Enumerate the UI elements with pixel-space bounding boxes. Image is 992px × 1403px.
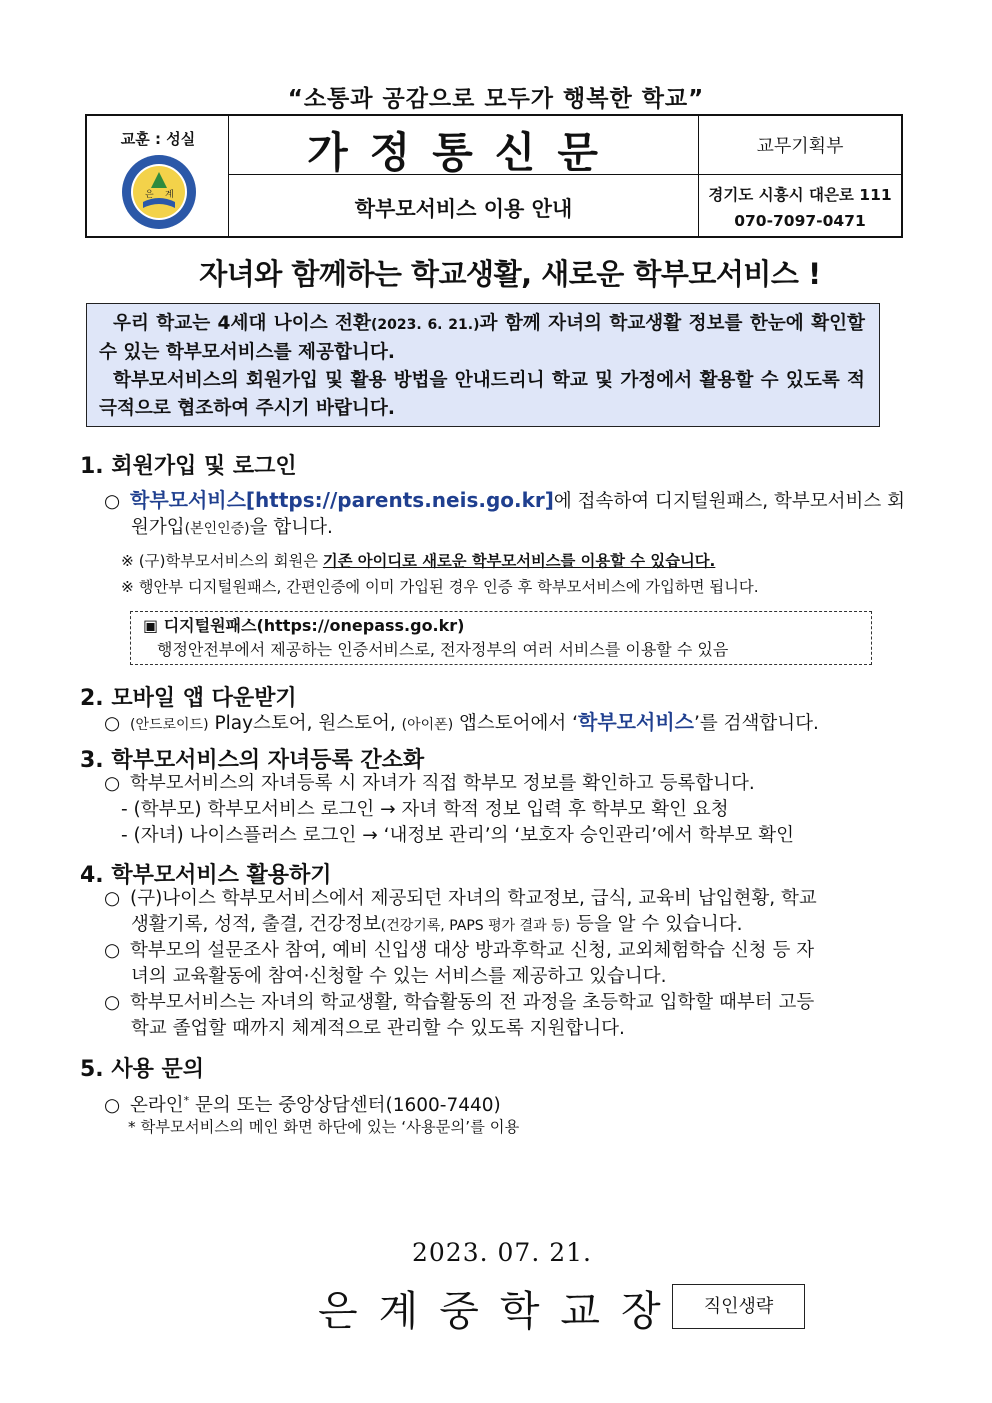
section-5-note: * 학부모서비스의 메인 화면 하단에 있는 ‘사용문의’를 이용: [128, 1118, 520, 1136]
onepass-link[interactable]: 디지털원패스(https://onepass.go.kr): [163, 616, 465, 635]
section-1-title: 1. 회원가입 및 로그인: [80, 454, 297, 479]
letter-header-table: [85, 114, 903, 238]
section-4-bullet-1-line-2: 생활기록, 성적, 출결, 건강정보(건강기록, PAPS 평가 결과 등) 등을 알 수 있습니다.: [131, 914, 743, 935]
section-4-bullet-3-line-1: ○ 학부모서비스는 자녀의 학교생활, 학습활동의 전 과정을 초등학교 입학할 때부터 고등: [104, 992, 815, 1013]
emblem-text-left: 은: [145, 190, 154, 200]
section-5-line-1: ○ 온라인* 문의 또는 중앙상담센터(1600-7440): [104, 1094, 501, 1117]
school-address: 경기도 시흥시 대은로 111: [708, 186, 892, 204]
section-2-line-1: ○ (안드로이드) Play스토어, 원스토어, (아이폰) 앱스토어에서 ‘학부모서비스’를 검색합니다.: [104, 710, 819, 734]
section-3-line-1: ○ 학부모서비스의 자녀등록 시 자녀가 직접 학부모 정보를 확인하고 등록합니다.: [104, 773, 755, 794]
square-icon: ▣: [143, 616, 159, 635]
principal-signature: 은계중학교장: [318, 1287, 682, 1335]
school-slogan: “소통과 공감으로 모두가 행복한 학교”: [287, 86, 705, 112]
document-title: 가정통신문: [307, 128, 620, 177]
onepass-description: 행정안전부에서 제공하는 인증서비스로, 전자정부의 여러 서비스를 이용할 수 있음: [157, 640, 729, 659]
title-cell: [229, 116, 699, 175]
department: 교무기획부: [756, 136, 844, 157]
section-3-title: 3. 학부모서비스의 자녀등록 간소화: [80, 748, 425, 773]
motto-cell: [87, 116, 229, 236]
address-cell: [699, 175, 901, 236]
seal-omitted-box: 직인생략: [672, 1284, 805, 1329]
section-2-title: 2. 모바일 앱 다운받기: [80, 686, 297, 711]
section-4-bullet-2-line-1: ○ 학부모의 설문조사 참여, 예비 신입생 대상 방과후학교 신청, 교외체험학습 신청 등 자: [104, 940, 815, 961]
section-5-title: 5. 사용 문의: [80, 1057, 204, 1082]
school-emblem-icon: [121, 154, 197, 230]
intro-box: [86, 303, 880, 427]
emblem-text-right: 계: [165, 190, 174, 200]
intro-paragraph-1: 우리 학교는 4세대 나이스 전환(2023. 6. 21.)과 함께 자녀의 학교생활 정보를 한눈에 확인할 수 있는 학부모서비스를 제공합니다.: [99, 313, 865, 363]
section-4-bullet-1-line-1: ○ (구)나이스 학부모서비스에서 제공되던 자녀의 학교정보, 급식, 교육비 납입현황, 학교: [104, 888, 817, 909]
section-4-bullet-2-line-2: 녀의 교육활동에 참여·신청할 수 있는 서비스를 제공하고 있습니다.: [131, 966, 667, 987]
document-subtitle: 학부모서비스 이용 안내: [354, 197, 573, 221]
section-3-line-2: - (학부모) 학부모서비스 로그인 → 자녀 학적 정보 입력 후 학부모 확인 요청: [121, 799, 729, 820]
section-1-note-1: ※ (구)학부모서비스의 회원은 기존 아이디로 새로운 학부모서비스를 이용할 수 있습니다.: [121, 552, 716, 570]
digital-onepass-box: [130, 611, 872, 665]
issue-date: 2023. 07. 21.: [412, 1238, 592, 1267]
section-1-note-2: ※ 행안부 디지털원패스, 간편인증에 이미 가입된 경우 인증 후 학부모서비스에 가입하면 됩니다.: [121, 578, 759, 596]
subtitle-cell: [229, 175, 699, 236]
section-4-title: 4. 학부모서비스 활용하기: [80, 863, 332, 888]
section-3-line-3: - (자녀) 나이스플러스 로그인 → ‘내정보 관리’의 ‘보호자 승인관리’에서 학부모 확인: [121, 825, 794, 846]
section-1-line-2: 원가입(본인인증)을 합니다.: [131, 517, 333, 538]
section-1-line-1: ○ 학부모서비스[https://parents.neis.go.kr]에 접속하여 디지털원패스, 학부모서비스 회: [104, 488, 906, 512]
intro-paragraph-2: 학부모서비스의 회원가입 및 활용 방법을 안내드리니 학교 및 가정에서 활용할 수 있도록 적극적으로 협조하여 주시기 바랍니다.: [99, 370, 865, 419]
address-block: [699, 182, 901, 234]
school-phone: 070-7097-0471: [734, 212, 866, 230]
school-motto: 교훈 : 성실: [120, 130, 196, 148]
headline: 자녀와 함께하는 학교생활, 새로운 학부모서비스 !: [199, 257, 821, 291]
department-cell: [699, 116, 901, 175]
parents-service-link[interactable]: 학부모서비스[https://parents.neis.go.kr]: [130, 488, 554, 512]
section-4-bullet-3-line-2: 학교 졸업할 때까지 체계적으로 관리할 수 있도록 지원합니다.: [131, 1018, 625, 1039]
onepass-title: [143, 614, 859, 638]
